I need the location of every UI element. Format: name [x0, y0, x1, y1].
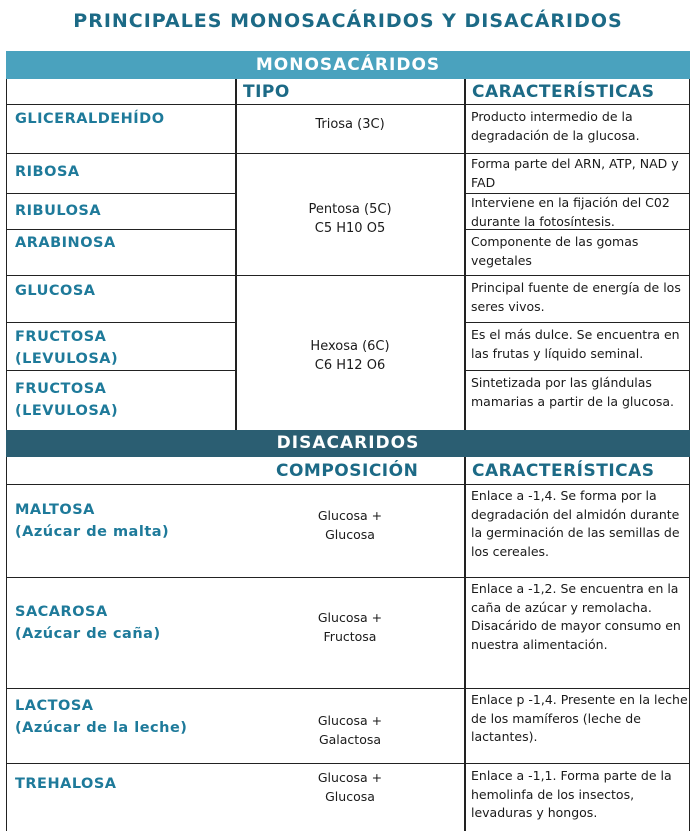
col-header-caracteristicas: CARACTERÍSTICAS [472, 82, 655, 102]
comp-line1: Glucosa + [317, 713, 383, 728]
row-name-subtext: (Azúcar de la leche) [15, 720, 188, 736]
tipo-pentosa-line1: Pentosa (5C) [308, 202, 392, 217]
desc-maltosa: Enlace a -1,4. Se forma por la degradación del almidón durante la germinación de las semillas de los cereales. [471, 488, 680, 559]
row-name-subtext: (LEVULOSA) [15, 351, 119, 367]
row-name-text: MALTOSA [15, 502, 95, 518]
tipo-pentosa-formula: C5 H10 O5 [314, 221, 386, 236]
row-name-fructosa-2 [15, 378, 118, 422]
row-name-glucosa: GLUCOSA [15, 283, 96, 299]
desc-ribosa: Forma parte del ARN, ATP, NAD y FAD [471, 156, 679, 190]
comp-line2: Fructosa [323, 629, 377, 644]
desc-lactosa: Enlace p -1,4. Presente en la leche de los mamíferos (leche de lactantes). [471, 692, 688, 744]
row-name-fructosa-1 [15, 326, 118, 370]
desc-gliceraldehido: Producto intermedio de la degradación de la glucosa. [471, 109, 640, 143]
desc-sacarosa: Enlace a -1,2. Se encuentra en la caña de azúcar y remolacha. Disacárido de mayor consumo en nuestra alimentación. [471, 581, 681, 652]
row-name-lactosa [15, 695, 187, 739]
comp-sacarosa [236, 608, 464, 646]
comp-line2: Glucosa [325, 527, 375, 542]
tipo-hexosa [236, 337, 464, 375]
row-name-text: FRUCTOSA [15, 329, 107, 345]
tipo-hexosa-formula: C6 H12 O6 [314, 358, 386, 373]
col-header-caracteristicas-2: CARACTERÍSTICAS [472, 461, 655, 481]
row-name-ribosa: RIBOSA [15, 164, 80, 180]
col-header-tipo: TIPO [243, 82, 290, 102]
disacaridos-band: DISACARIDOS [6, 430, 690, 457]
row-name-maltosa [15, 499, 169, 543]
row-name-subtext: (Azúcar de caña) [15, 626, 161, 642]
row-name-subtext: (LEVULOSA) [15, 403, 119, 419]
desc-trehalosa: Enlace a -1,1. Forma parte de la hemolinfa de los insectos, levaduras y hongos. [471, 768, 672, 820]
comp-lactosa [236, 711, 464, 749]
desc-fructosa-2: Sintetizada por las glándulas mamarias a partir de la glucosa. [471, 375, 674, 409]
comp-line1: Glucosa + [317, 508, 383, 523]
comp-line1: Glucosa + [317, 610, 383, 625]
desc-fructosa-1: Es el más dulce. Se encuentra en las frutas y líquido seminal. [471, 327, 680, 361]
comp-line2: Galactosa [318, 732, 382, 747]
desc-ribulosa: Interviene en la fijación del C02 durante la fotosíntesis. [471, 195, 670, 229]
desc-glucosa: Principal fuente de energía de los seres vivos. [471, 280, 681, 314]
row-name-arabinosa: ARABINOSA [15, 235, 116, 251]
tipo-pentosa [236, 200, 464, 238]
comp-line2: Glucosa [325, 789, 375, 804]
comp-maltosa [236, 506, 464, 544]
row-name-sacarosa [15, 601, 161, 645]
monosacaridos-band: MONOSACÁRIDOS [6, 51, 690, 79]
tipo-triosa: Triosa (3C) [315, 117, 385, 132]
comp-line1: Glucosa + [317, 770, 383, 785]
col-header-composicion: COMPOSICIÓN [276, 461, 419, 481]
comp-trehalosa [236, 768, 464, 806]
desc-arabinosa: Componente de las gomas vegetales [471, 234, 639, 268]
row-name-text: FRUCTOSA [15, 381, 107, 397]
row-name-text: LACTOSA [15, 698, 94, 714]
page-title: PRINCIPALES MONOSACÁRIDOS Y DISACÁRIDOS [73, 10, 623, 32]
row-name-trehalosa: TREHALOSA [15, 776, 117, 792]
tipo-hexosa-line1: Hexosa (6C) [310, 339, 390, 354]
row-name-text: SACAROSA [15, 604, 108, 620]
row-name-gliceraldehido: GLICERALDEHÍDO [15, 111, 165, 127]
row-name-subtext: (Azúcar de malta) [15, 524, 170, 540]
row-name-ribulosa: RIBULOSA [15, 203, 102, 219]
